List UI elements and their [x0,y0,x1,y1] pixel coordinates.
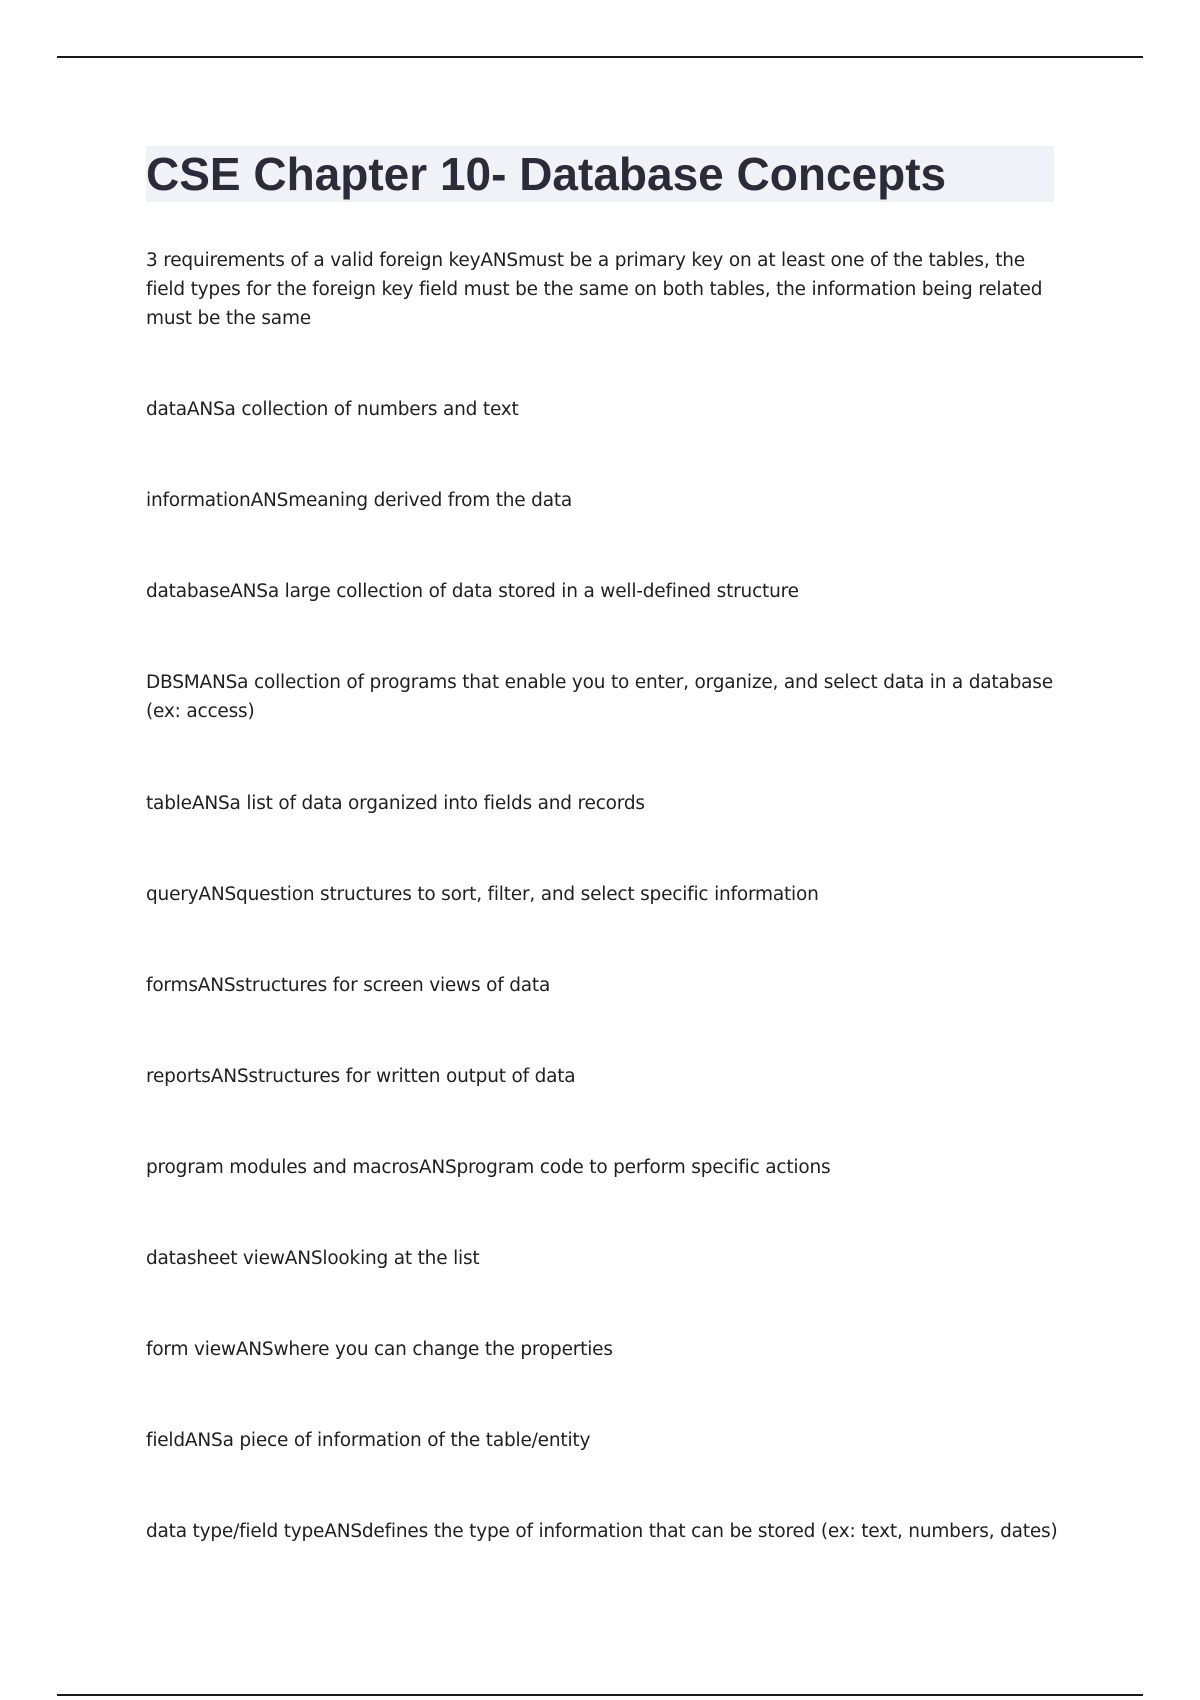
entry-term: datasheet view [146,1248,285,1269]
entry-definition: a collection of numbers and text [224,399,519,420]
entry-separator: ANS [199,672,238,693]
entry-program-modules [146,1153,1058,1182]
entry-term: query [146,884,199,905]
entry-term: data type/field type [146,1521,325,1542]
entry-data-type [146,1517,1058,1546]
bottom-divider [57,1694,1143,1696]
entry-database [146,577,1058,606]
entry-dbsm [146,668,1058,726]
entry-separator: ANS [197,975,236,996]
entry-term: field [146,1430,185,1451]
entry-separator: ANS [418,1157,457,1178]
entry-term: database [146,581,231,602]
entry-separator: ANS [210,1066,249,1087]
entry-term: form view [146,1339,236,1360]
entry-separator: ANS [284,1248,323,1269]
entry-information [146,486,1058,515]
entry-term: program modules and macros [146,1157,419,1178]
entry-term: data [146,399,187,420]
entry-definition: must be a primary key on at least one of the tables, the field types for the foreign key field must be the same on both tables, the information being related must be the same [146,250,1043,329]
entry-separator: ANS [250,490,289,511]
entry-definition: where you can change the properties [273,1339,613,1360]
entry-separator: ANS [198,884,237,905]
entry-datasheet-view [146,1244,1058,1273]
top-divider [57,56,1143,58]
entry-separator: ANS [480,250,518,271]
entry-forms [146,971,1058,1000]
entry-definition: structures for screen views of data [235,975,551,996]
entry-term: table [146,793,192,814]
entry-term: 3 requirements of a valid foreign key [146,250,481,271]
entry-term: information [146,490,251,511]
entry-separator: ANS [235,1339,274,1360]
entry-foreign-key [146,246,1056,333]
entry-definition: meaning derived from the data [288,490,573,511]
entry-separator: ANS [186,399,225,420]
entry-definition: a piece of information of the table/entity [222,1430,591,1451]
entry-definition: a large collection of data stored in a well-defined structure [267,581,799,602]
entry-separator: ANS [230,581,268,602]
entry-definition: looking at the list [322,1248,480,1269]
entry-definition: question structures to sort, filter, and select specific information [236,884,819,905]
entry-definition: structures for written output of data [248,1066,576,1087]
entry-term: reports [146,1066,211,1087]
entry-definition: program code to perform specific actions [456,1157,831,1178]
entry-definition: a list of data organized into fields and records [229,793,645,814]
entry-query [146,880,1058,909]
entry-separator: ANS [191,793,230,814]
entry-table [146,789,1058,818]
entry-field [146,1426,1058,1455]
entry-term: forms [146,975,198,996]
entry-separator: ANS [184,1430,223,1451]
entry-definition: a collection of programs that enable you to enter, organize, and select data in a database (ex: access) [146,672,1053,722]
entry-separator: ANS [324,1521,362,1542]
entry-definition: defines the type of information that can be stored (ex: text, numbers, dates) [361,1521,1058,1542]
entry-form-view [146,1335,1058,1364]
page-title: CSE Chapter 10- Database Concepts [146,148,947,200]
entry-data [146,395,1058,424]
entry-term: DBSM [146,672,200,693]
entry-reports [146,1062,1058,1091]
